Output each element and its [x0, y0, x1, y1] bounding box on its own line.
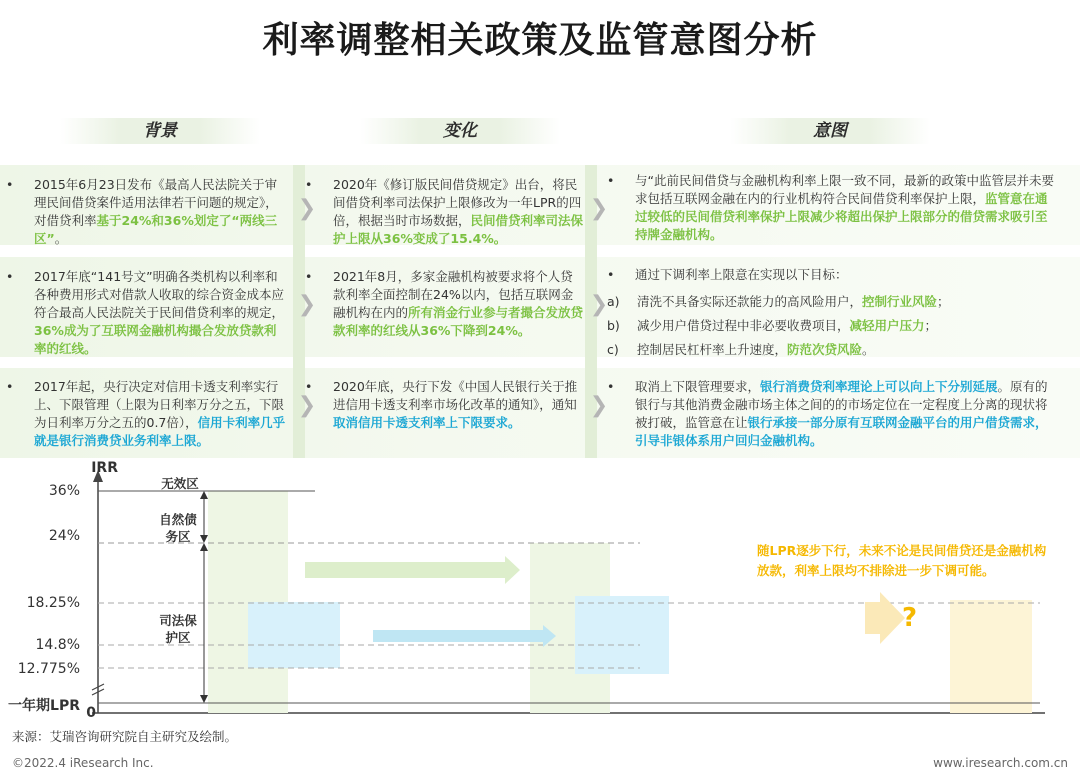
list-text: 控制居民杠杆率上升速度，防范次贷风险。	[637, 342, 875, 357]
tick-label: 36%	[48, 483, 80, 499]
blue-bar	[248, 602, 340, 668]
column-header-background: 背景	[60, 118, 260, 144]
website: www.iresearch.com.cn	[933, 756, 1068, 770]
chevron-right-icon: ❯	[297, 393, 317, 418]
cell-background-3	[6, 378, 286, 450]
cell-intent-3	[607, 378, 1057, 450]
bullet-icon: •	[607, 379, 615, 394]
tick-label: 12.775%	[17, 661, 80, 677]
bullet-icon: •	[607, 267, 615, 282]
rich-text: 2020年底，央行下发《中国人民银行关于推进信用卡透支利率市场化改革的通知》，通知取消信用卡透支利率上下限要求。	[333, 379, 578, 430]
zone-label-judicial: 司法保 护区	[159, 613, 197, 645]
bullet-icon: •	[305, 269, 313, 284]
chevron-right-icon: ❯	[589, 292, 609, 317]
bullet-icon: •	[6, 379, 14, 394]
lpr-note: 随LPR逐步下行，未来不论是民间借贷还是金融机构放款，利率上限均不排除进一步下调可能。	[757, 543, 1047, 578]
rich-text: 2017年底“141号文”明确各类机构以利率和各种费用形式对借款人收取的综合资金成本应符合最高人民法院关于民间借贷利率的规定，36%成为了互联网金融机构撮合发放贷款利率的红线。	[34, 269, 285, 356]
rich-text: 取消上下限管理要求，银行消费贷利率理论上可以向上下分别延展。原有的银行与其他消费金融市场主体之间的的市场定位在一定程度上分离的现状将被打破，监管意在让银行承接一部分原有互联网金融平台的用户借贷需求，引导非银体系用户回归金融机构。	[635, 379, 1048, 448]
zone-label-natural: 自然债 务区	[159, 512, 197, 544]
bullet-icon: •	[607, 173, 615, 188]
chevron-right-icon: ❯	[589, 393, 609, 418]
list-item	[607, 314, 1057, 338]
cell-background-1	[6, 176, 286, 248]
intent-intro: 通过下调利率上限意在实现以下目标：	[635, 267, 848, 282]
bullet-icon: •	[6, 269, 14, 284]
chevron-right-icon: ❯	[589, 196, 609, 221]
intent-list	[607, 290, 1057, 362]
list-text: 清洗不具备实际还款能力的高风险用户，控制行业风险；	[637, 294, 950, 309]
arrow-right-icon	[865, 592, 905, 644]
bullet-icon: •	[305, 177, 313, 192]
zone-label-invalid: 无效区	[161, 476, 199, 491]
irr-diagram	[0, 455, 1080, 720]
list-item	[607, 290, 1057, 314]
list-text: 减少用户借贷过程中非必要收费项目，减轻用户压力；	[637, 318, 938, 333]
blue-bar	[575, 596, 669, 674]
tick-label: 14.8%	[35, 637, 80, 653]
cell-intent-1	[607, 172, 1057, 244]
cell-change-1	[305, 176, 585, 248]
list-label: b)	[607, 318, 620, 333]
list-label: a)	[607, 294, 620, 309]
arrow-up-icon	[200, 491, 208, 499]
rich-text: 2020年《修订版民间借贷规定》出台，将民间借贷利率司法保护上限修改为一年LPR的四倍，根据当时市场数据，民间借贷利率司法保护上限从36%变成了15.4%。	[333, 177, 584, 246]
tick-label: 18.25%	[26, 595, 80, 611]
page-title: 利率调整相关政策及监管意图分析	[262, 20, 818, 61]
tick-label: 24%	[48, 528, 80, 544]
cell-intent-2	[607, 266, 1057, 362]
list-label: c)	[607, 342, 619, 357]
tick-label: 0	[86, 705, 96, 721]
source-note: 来源：艾瑞咨询研究院自主研究及绘制。	[12, 729, 238, 744]
cell-change-3	[305, 378, 585, 432]
cell-change-2	[305, 268, 585, 340]
arrow-down-icon	[200, 695, 208, 703]
column-header-intent: 意图	[730, 118, 930, 144]
rich-text: 2021年8月，多家金融机构被要求将个人贷款利率全面控制在24%以内，包括互联网金融机构在内的所有消金行业参与者撮合发放贷款利率的红线从36%下降到24%。	[333, 269, 584, 338]
y-axis-label: IRR	[91, 460, 118, 476]
arrow-right-icon	[373, 625, 556, 647]
yellow-bar	[950, 600, 1032, 713]
chevron-right-icon: ❯	[297, 196, 317, 221]
rich-text: 2015年6月23日发布《最高人民法院关于审理民间借贷案件适用法律若干问题的规定》，对借贷利率基于24%和36%划定了“两线三区”。	[34, 177, 278, 246]
chevron-right-icon: ❯	[297, 292, 317, 317]
copyright: ©2022.4 iResearch Inc.	[12, 756, 154, 770]
bullet-icon: •	[6, 177, 14, 192]
rich-text: 与“此前民间借贷与金融机构利率上限一致不同，最新的政策中监管层并未要求包括互联网金融在内的行业机构符合民间借贷利率保护上限，监管意在通过较低的民间借贷利率保护上限减少将超出保护上限部分的借贷需求吸引至持牌金融机构。	[635, 173, 1054, 242]
tick-label: 一年期LPR	[8, 698, 80, 714]
arrow-right-icon	[305, 556, 520, 584]
column-header-change: 变化	[360, 118, 560, 144]
question-mark: ?	[902, 603, 918, 633]
list-item	[607, 338, 1057, 362]
bullet-icon: •	[305, 379, 313, 394]
rich-text: 2017年起，央行决定对信用卡透支利率实行上、下限管理（上限为日利率万分之五，下限为日利率万分之五的0.7倍），信用卡利率几乎就是银行消费贷业务利率上限。	[34, 379, 286, 448]
cell-background-2	[6, 268, 286, 358]
